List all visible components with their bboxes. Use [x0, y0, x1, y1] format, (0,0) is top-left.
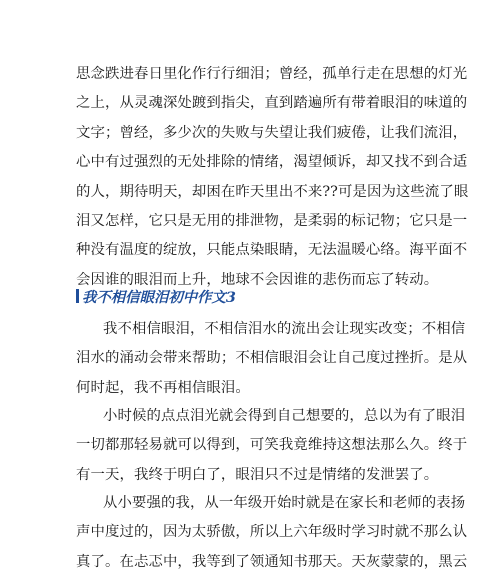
text-line: 声中度过的，因为太骄傲，所以上六年级时学习时就不那么认 [76, 524, 468, 541]
text-line: 泪又怎样，它只是无用的排泄物，是柔弱的标记物；它只是一 [76, 212, 468, 229]
text-line: 真了。在忐忑中，我等到了领通知书那天。天灰蒙蒙的，黑云 [76, 553, 468, 570]
text-line: 的人，期待明天，却困在昨天里出不来??可是因为这些流了眼 [76, 183, 469, 200]
text-line: 之上，从灵魂深处踱到指尖，直到踏遍所有带着眼泪的味道的 [76, 95, 468, 112]
section-heading [76, 285, 236, 307]
text-line: 心中有过强烈的无处排除的情绪，渴望倾诉，却又找不到合适 [76, 154, 468, 171]
paragraph-1 [76, 60, 469, 295]
heading-marker-icon [76, 289, 79, 303]
text-line: 会因谁的眼泪而上升，地球不会因谁的悲伤而忘了转动。 [76, 271, 439, 288]
text-line: 种没有温度的绽放，只能点染眼睛，无法温暖心络。海平面不 [76, 242, 468, 259]
text-line: 有一天，我终于明白了，眼泪只不过是情绪的发泄罢了。 [76, 466, 439, 483]
text-line: 从小要强的我，从一年级开始时就是在家长和老师的表扬 [103, 495, 466, 511]
paragraph-4 [76, 489, 468, 577]
text-line: 一切都那轻易就可以得到，可笑我竟维持这想法那么久。终于 [76, 437, 468, 454]
heading-text: 我不相信眼泪初中作文3 [82, 288, 236, 306]
text-line: 小时候的点点泪光就会得到自己想要的，总以为有了眼泪 [103, 408, 466, 424]
paragraph-2 [76, 315, 468, 403]
text-line: 思念跌进春日里化作行行细泪；曾经，孤单行走在思想的灯光 [76, 66, 468, 82]
text-line: 何时起，我不再相信眼泪。 [76, 379, 250, 396]
text-line: 我不相信眼泪，不相信泪水的流出会让现实改变；不相信 [103, 321, 466, 337]
text-line: 泪水的涌动会带来帮助；不相信眼泪会让自己度过挫折。是从 [76, 350, 468, 367]
paragraph-3 [76, 402, 468, 490]
text-line: 文字；曾经，多少次的失败与失望让我们疲倦，让我们流泪， [76, 124, 468, 141]
